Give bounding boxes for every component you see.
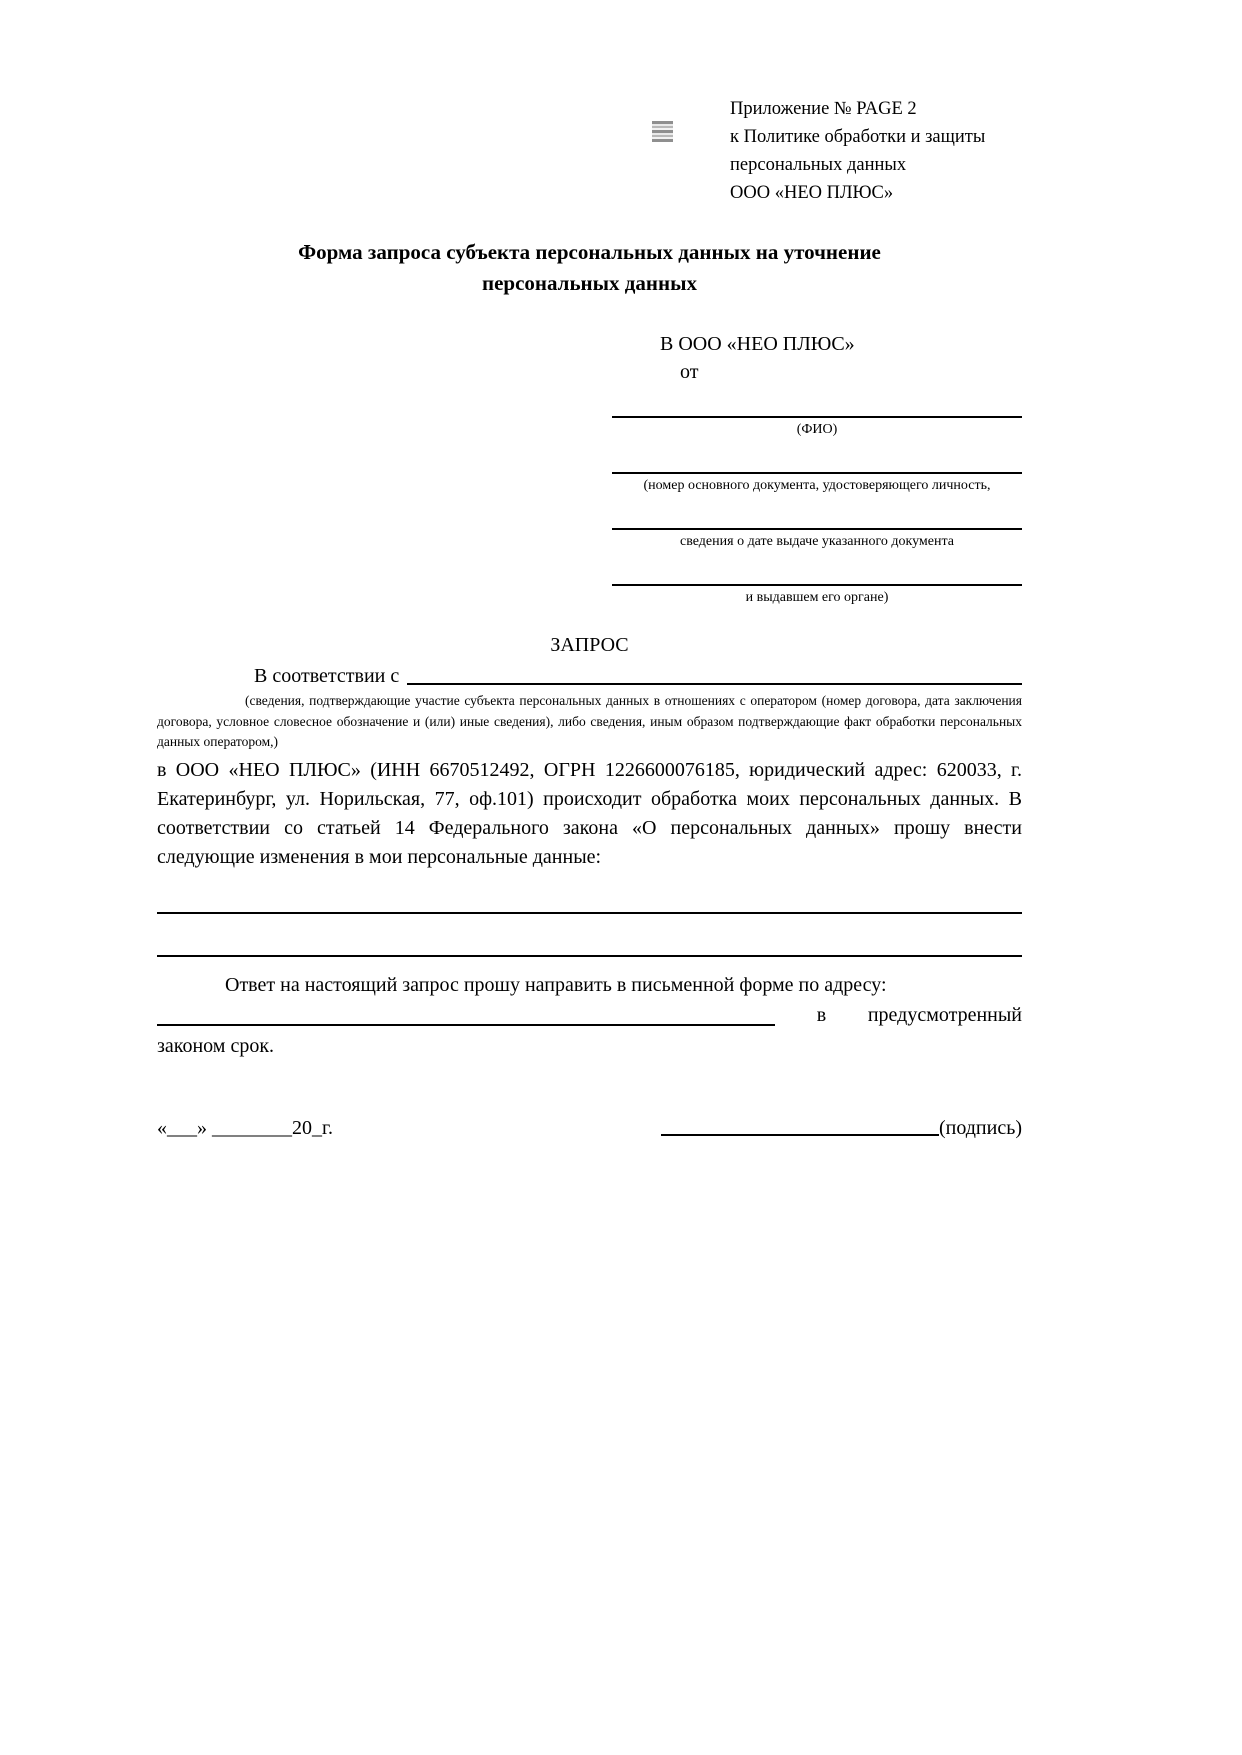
recipient-block bbox=[612, 333, 1022, 606]
response-term-sentence: законом срок. bbox=[157, 1034, 275, 1057]
appendix-header bbox=[157, 95, 1022, 207]
footnote-text: (сведения, подтверждающие участие субъекта персональных данных в отношениях с оператором (номер договора, дата заключения договора, условное словесное обозначение и (или) иные сведения), либо сведения, иным образом подтверждающие факт обработки персональных данных оператором,) bbox=[157, 693, 1022, 749]
fio-caption: (ФИО) bbox=[796, 422, 838, 437]
response-word-v: в bbox=[816, 1003, 827, 1026]
header-line-policy-2: персональных данных bbox=[730, 155, 907, 175]
changes-blank-line-1 bbox=[157, 872, 1022, 914]
signature-blank-line bbox=[661, 1134, 939, 1136]
field-document-number bbox=[612, 440, 1022, 494]
request-body-paragraph: в ООО «НЕО ПЛЮС» (ИНН 6670512492, ОГРН 1226600076185, юридический адрес: 620033, г. Екатеринбург, ул. Норильская, 77, оф.101) происходит обработка моих персональных данных. В соответствии со статьей 14 Федерального закона «О персональных данных» прошу внести следующие изменения в мои персональные данные: bbox=[157, 758, 1022, 868]
document-number-caption: (номер основного документа, удостоверяющего личность, bbox=[643, 478, 991, 493]
intro-blank-line bbox=[407, 683, 1022, 685]
date-signature-row bbox=[157, 1117, 1022, 1140]
response-address-sentence: Ответ на настоящий запрос прошу направить в письменной форме по адресу: bbox=[225, 973, 887, 996]
signature-caption: (подпись) bbox=[938, 1116, 1022, 1139]
intro-row bbox=[157, 665, 1022, 688]
embedded-object-icon bbox=[652, 121, 673, 142]
issue-date-caption: сведения о дате выдаче указанного документа bbox=[680, 534, 954, 549]
request-heading: ЗАПРОС bbox=[550, 634, 629, 656]
header-line-policy-1: к Политике обработки и защиты bbox=[730, 127, 986, 147]
intro-text: В соответствии с bbox=[254, 665, 400, 687]
document-number-blank-line bbox=[612, 440, 1022, 474]
issuing-authority-blank-line bbox=[612, 552, 1022, 586]
fio-blank-line bbox=[612, 384, 1022, 418]
field-fio bbox=[612, 384, 1022, 438]
field-issuing-authority bbox=[612, 552, 1022, 606]
address-blank-line bbox=[157, 1024, 775, 1026]
response-address-row bbox=[157, 1001, 1022, 1030]
appendix-header-block bbox=[730, 95, 1022, 207]
header-line-company: ООО «НЕО ПЛЮС» bbox=[730, 183, 894, 203]
field-issue-date bbox=[612, 496, 1022, 550]
header-line-appendix-number: Приложение № PAGE 2 bbox=[730, 99, 917, 119]
changes-blank-line-2 bbox=[157, 914, 1022, 957]
signature-group bbox=[661, 1117, 1022, 1140]
recipient-from-label: от bbox=[680, 361, 699, 383]
issuing-authority-caption: и выдавшем его органе) bbox=[745, 590, 889, 605]
response-word-predusmotrenny: предусмотренный bbox=[867, 1003, 1022, 1026]
document-title: Форма запроса субъекта персональных данных на уточнение персональных данных bbox=[298, 240, 881, 295]
recipient-to: В ООО «НЕО ПЛЮС» bbox=[660, 333, 855, 355]
date-placeholder: «___» ________20_г. bbox=[157, 1116, 333, 1139]
issue-date-blank-line bbox=[612, 496, 1022, 530]
